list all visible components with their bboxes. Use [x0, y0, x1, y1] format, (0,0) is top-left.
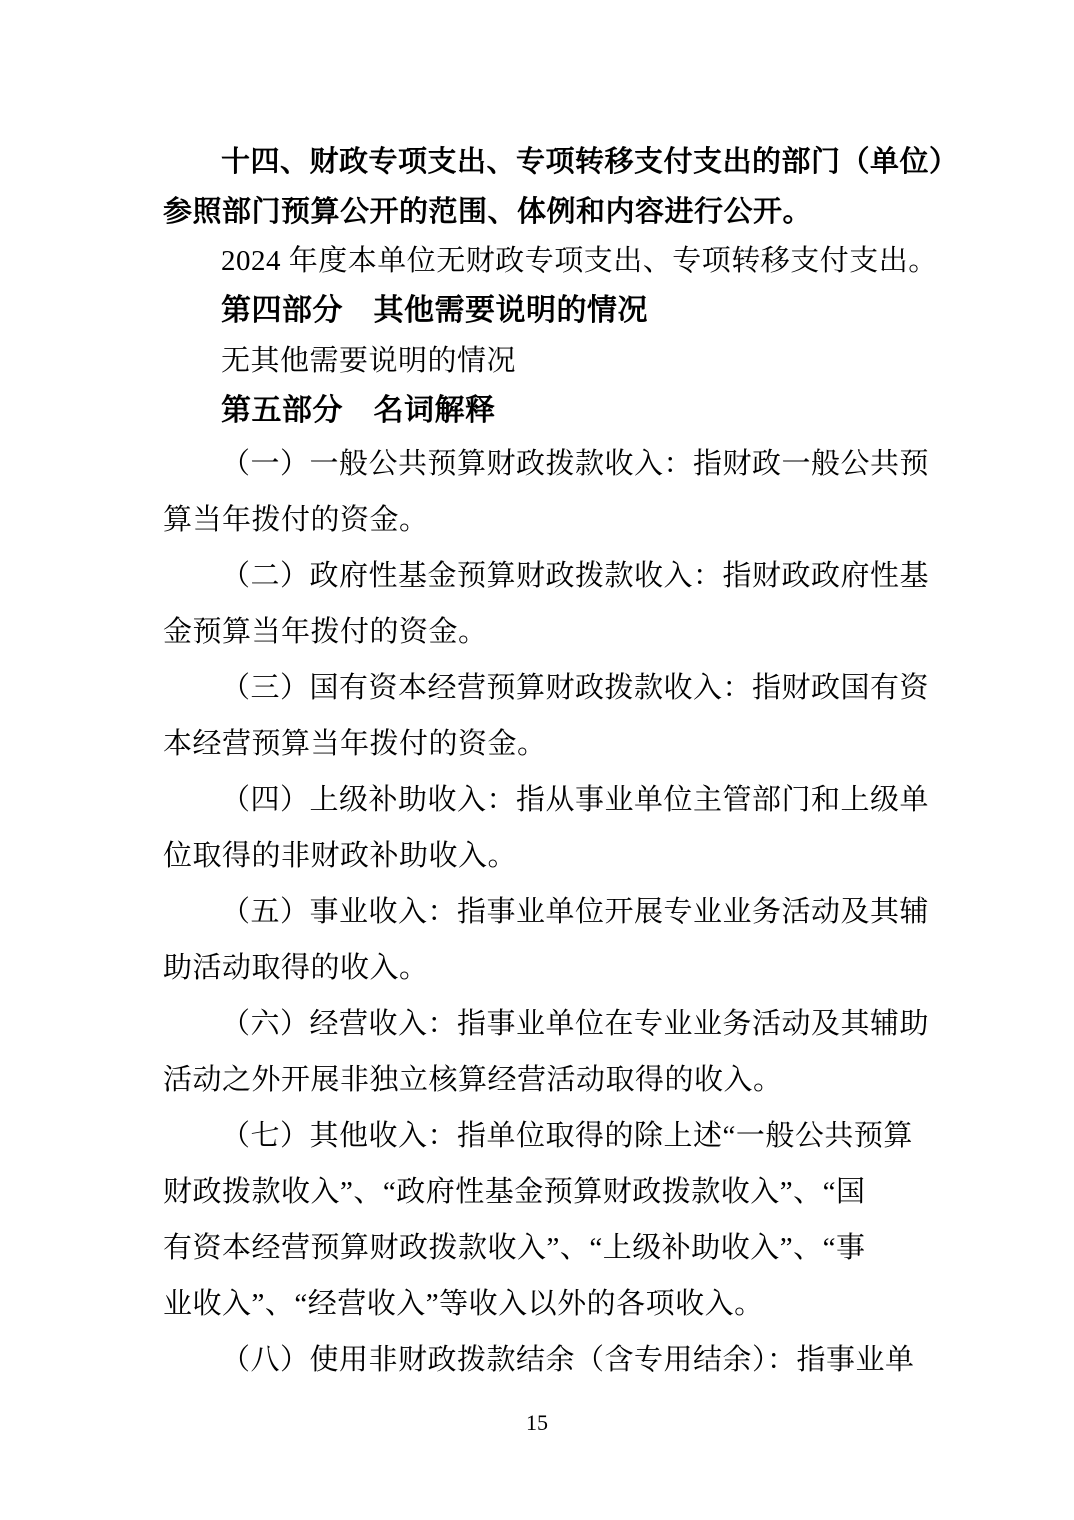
definition-3-line-1: （三）国有资本经营预算财政拨款收入：指财政国有资	[221, 672, 930, 704]
part4-heading: 第四部分 其他需要说明的情况	[221, 294, 648, 327]
definition-7-line-4: 业收入”、“经营收入”等收入以外的各项收入。	[163, 1288, 764, 1320]
definition-7-line-1: （七）其他收入：指单位取得的除上述“一般公共预算	[221, 1120, 913, 1152]
definition-7-line-3: 有资本经营预算财政拨款收入”、“上级补助收入”、“事	[163, 1232, 866, 1264]
part4-body: 无其他需要说明的情况	[221, 345, 517, 377]
definition-6-line-1: （六）经营收入：指事业单位在专业业务活动及其辅助	[221, 1008, 930, 1040]
definition-2-line-2: 金预算当年拨付的资金。	[163, 616, 488, 648]
definition-1-line-2: 算当年拨付的资金。	[163, 504, 429, 536]
section-14-heading-line-2: 参照部门预算公开的范围、体例和内容进行公开。	[163, 194, 813, 228]
definition-8-line-1: （八）使用非财政拨款结余（含专用结余）：指事业单	[221, 1344, 915, 1376]
definition-4-line-1: （四）上级补助收入：指从事业单位主管部门和上级单	[221, 784, 930, 816]
definition-6-line-2: 活动之外开展非独立核算经营活动取得的收入。	[163, 1064, 783, 1096]
definition-5-line-1: （五）事业收入：指事业单位开展专业业务活动及其辅	[221, 896, 930, 928]
definition-1-line-1: （一）一般公共预算财政拨款收入：指财政一般公共预	[221, 448, 930, 480]
section-14-heading-line-1: 十四、财政专项支出、专项转移支付支出的部门（单位）	[221, 144, 959, 178]
definition-3-line-2: 本经营预算当年拨付的资金。	[163, 728, 547, 760]
part5-heading: 第五部分 名词解释	[221, 394, 496, 427]
definition-4-line-2: 位取得的非财政补助收入。	[163, 840, 518, 872]
definition-7-line-2: 财政拨款收入”、“政府性基金预算财政拨款收入”、“国	[163, 1176, 866, 1208]
page-number: 15	[526, 1410, 548, 1435]
definition-5-line-2: 助活动取得的收入。	[163, 952, 429, 984]
section-14-body: 2024 年度本单位无财政专项支出、专项转移支付支出。	[221, 245, 938, 277]
definition-2-line-1: （二）政府性基金预算财政拨款收入：指财政政府性基	[221, 560, 930, 592]
